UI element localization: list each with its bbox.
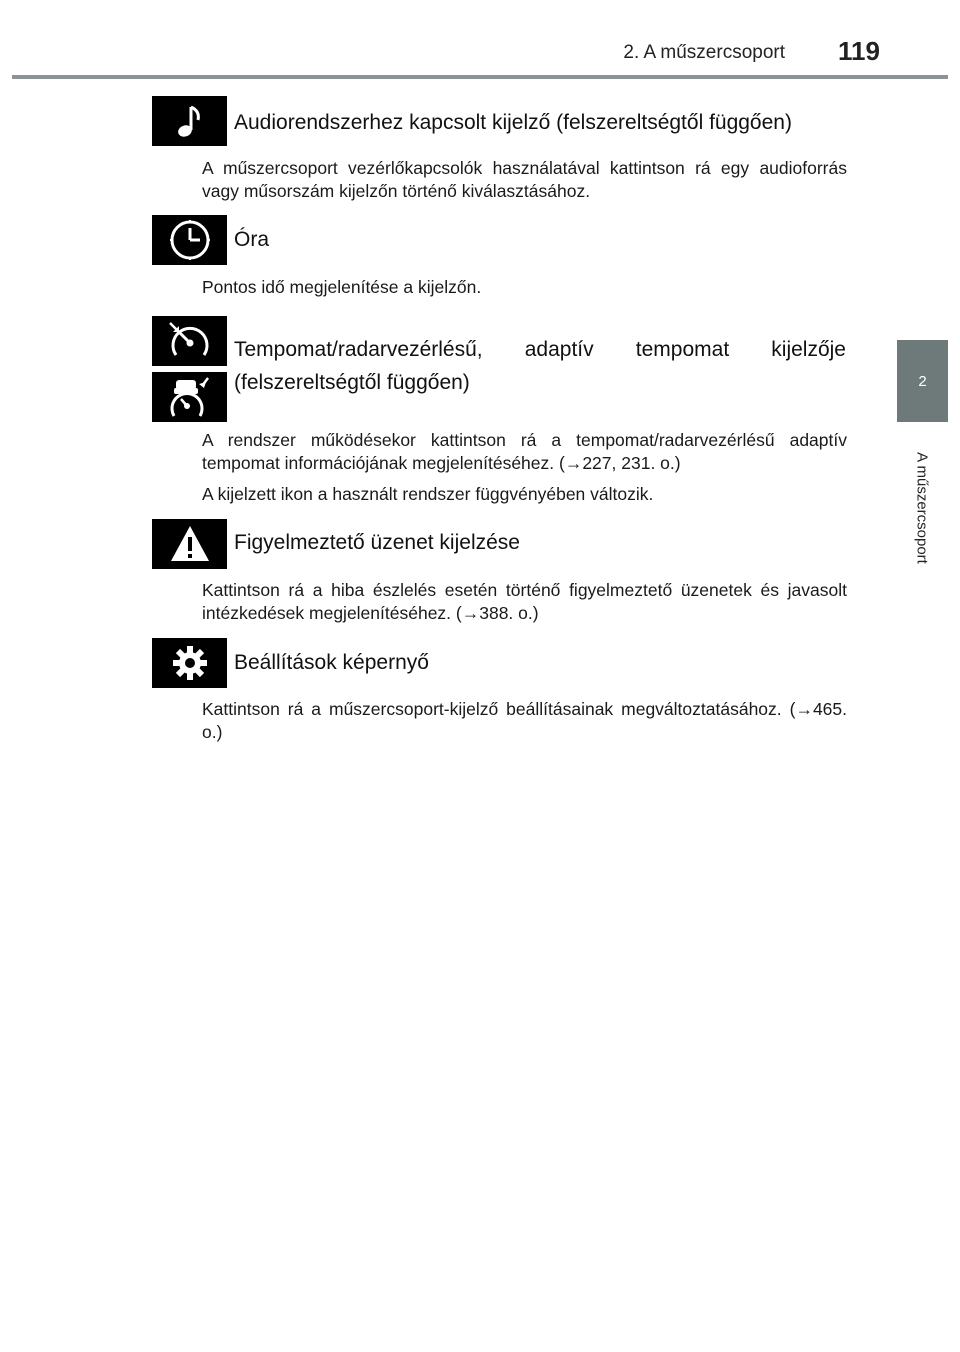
- item-title-settings: Beállítások képernyő: [234, 651, 429, 674]
- item-description-cruise-control: A rendszer működésekor kattintson rá a tempomat/radarvezérlésű adaptív tempomat információjának megjelenítéséhez. (→227, 231. o.): [202, 430, 847, 473]
- item-description-settings: Kattintson rá a műszercsoport-kijelző beállításainak megváltoztatásához. (→465. o.): [202, 699, 847, 742]
- cruise-control-icon: [152, 316, 227, 366]
- item-description-audio: A műszercsoport vezérlőkapcsolók használatával kattintson rá egy audioforrás vagy műsorszám kijelzőn történő kiválasztásához.: [202, 158, 847, 201]
- item-title-cruise-control: Tempomat/radarvezérlésű, adaptív tempomat kijelzője (felszereltségtől függően): [234, 338, 846, 394]
- header-divider: [12, 75, 948, 79]
- item-title-warning: Figyelmeztető üzenet kijelzése: [234, 531, 520, 554]
- music-note-icon: [152, 96, 227, 146]
- item-description-clock: Pontos idő megjelenítése a kijelzőn.: [202, 277, 482, 297]
- item-title-audio: Audiorendszerhez kapcsolt kijelző (felszereltségtől függően): [234, 111, 792, 134]
- item-note-cruise-control: A kijelzett ikon a használt rendszer függvényében változik.: [202, 484, 654, 504]
- chapter-tab: [897, 340, 948, 422]
- radar-cruise-control-icon: [152, 372, 227, 422]
- chapter-number: 2: [918, 372, 927, 390]
- section-title: 2. A műszercsoport: [623, 42, 785, 63]
- item-description-warning: Kattintson rá a hiba észlelés esetén történő figyelmeztető üzenetek és javasolt intézkedések megjelenítéséhez. (→388. o.): [202, 580, 847, 623]
- page-number: 119: [838, 36, 880, 66]
- clock-icon: [152, 215, 227, 265]
- chapter-label: A műszercsoport: [913, 452, 931, 564]
- warning-triangle-icon: [152, 519, 227, 569]
- item-title-clock: Óra: [234, 228, 270, 251]
- gear-icon: [152, 638, 227, 688]
